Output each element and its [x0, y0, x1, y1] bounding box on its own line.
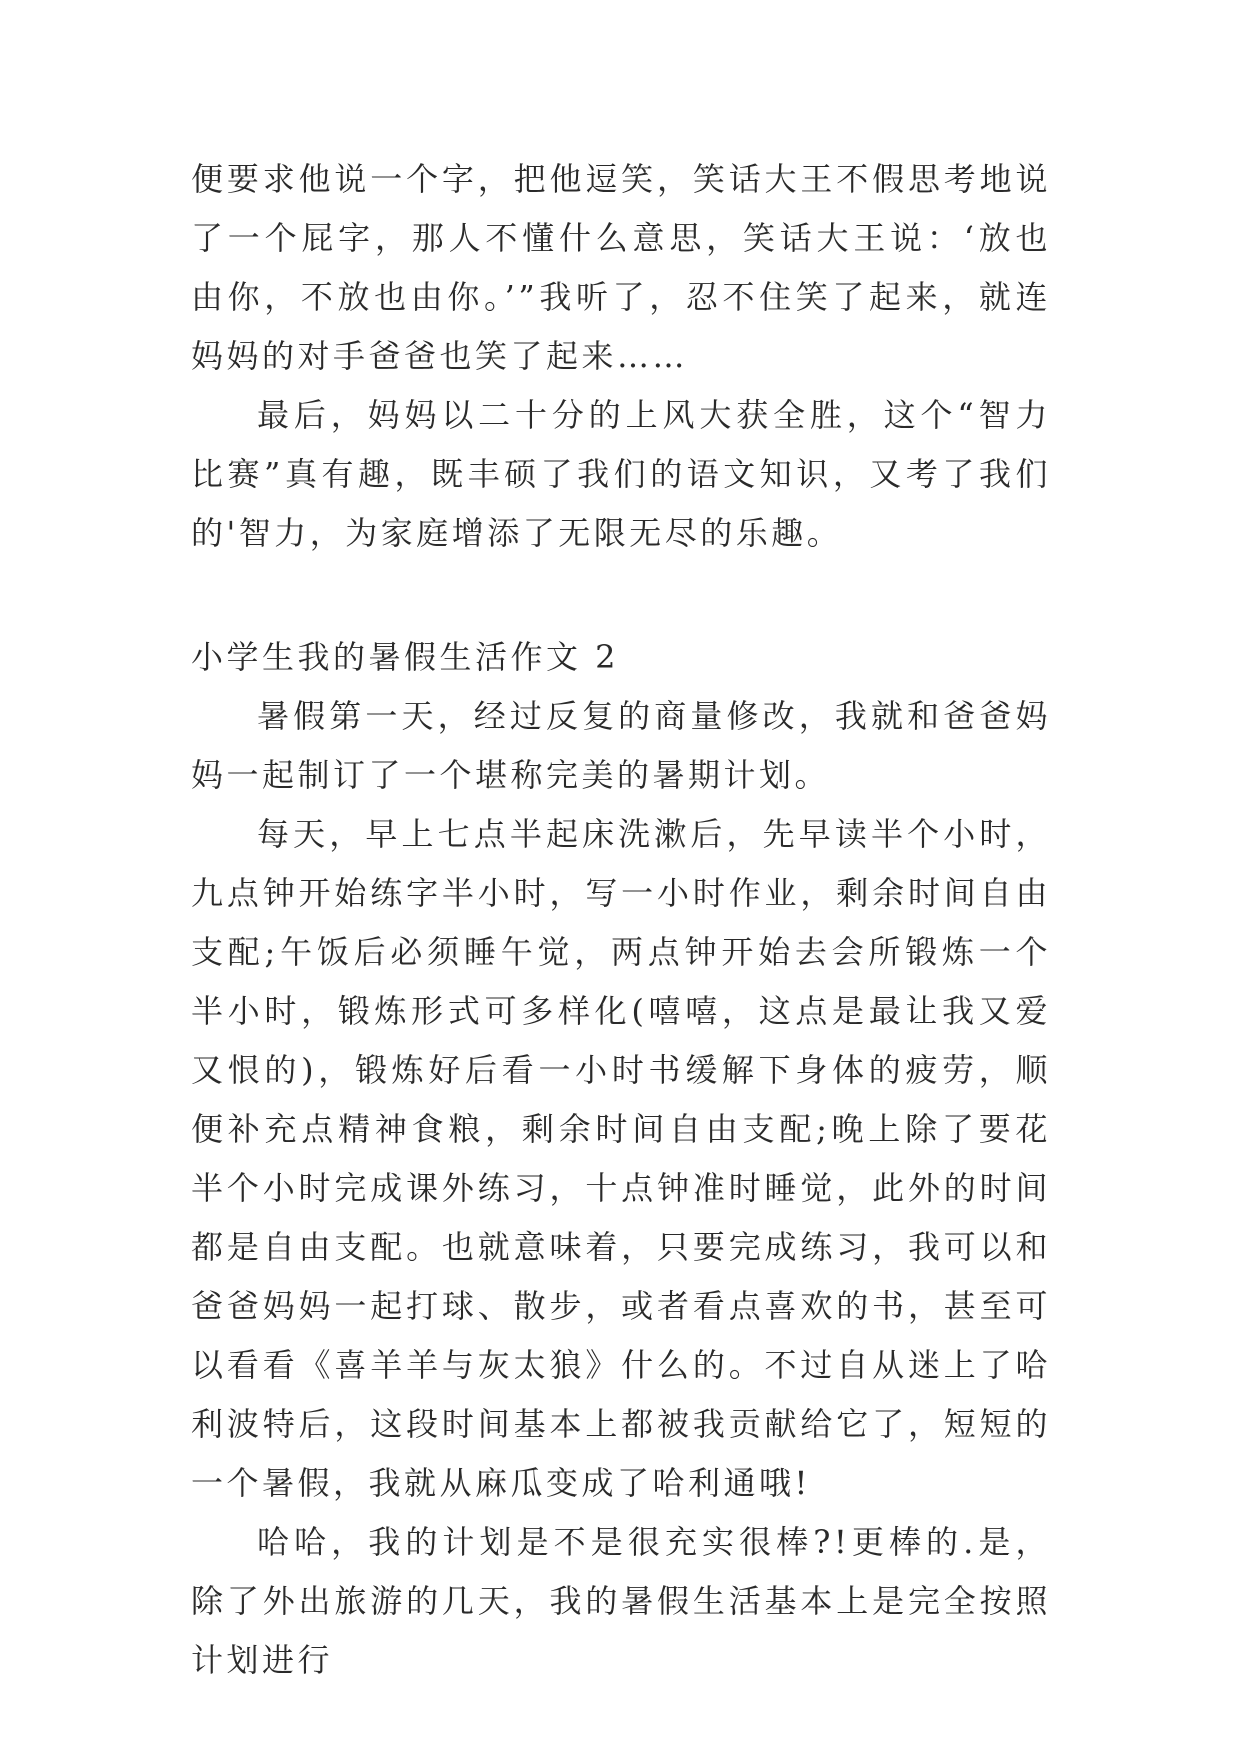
paragraph-plan-summary: 哈哈，我的计划是不是很充实很棒?!更棒的.是，除了外出旅游的几天，我的暑假生活基本上是完全按照计划进行	[191, 1523, 1051, 1679]
paragraph-daily-schedule: 每天，早上七点半起床洗漱后，先早读半个小时，九点钟开始练字半小时，写一小时作业，剩余时间自由支配;午饭后必须睡午觉，两点钟开始去会所锻炼一个半小时，锻炼形式可多样化(嘻嘻，这点是最让我又爱又恨的)，锻炼好后看一小时书缓解下身体的疲劳，顺便补充点精神食粮，剩余时间自由支配;晚上除了要花半个小时完成课外练习，十点钟准时睡觉，此外的时间都是自由支配。也就意味着，只要完成练习，我可以和爸爸妈妈一起打球、散步，或者看点喜欢的书，甚至可以看看《喜羊羊与灰太狼》什么的。不过自从迷上了哈利波特后，这段时间基本上都被我贡献给它了，短短的一个暑假，我就从麻瓜变成了哈利通哦!	[191, 815, 1051, 1502]
paragraph-conclusion: 最后，妈妈以二十分的上风大获全胜，这个“智力比赛”真有趣，既丰硕了我们的语文知识，又考了我们的'智力，为家庭增添了无限无尽的乐趣。	[191, 396, 1051, 552]
document-body	[191, 150, 1051, 1690]
essay-heading: 小学生我的暑假生活作文 2	[191, 638, 620, 676]
paragraph-continuation: 便要求他说一个字，把他逗笑，笑话大王不假思考地说了一个屁字，那人不懂什么意思，笑话大王说：‘放也由你，不放也由你。’”我听了，忍不住笑了起来，就连妈妈的对手爸爸也笑了起来……	[191, 160, 1051, 375]
paragraph-plan-intro: 暑假第一天，经过反复的商量修改，我就和爸爸妈妈一起制订了一个堪称完美的暑期计划。	[191, 697, 1051, 794]
